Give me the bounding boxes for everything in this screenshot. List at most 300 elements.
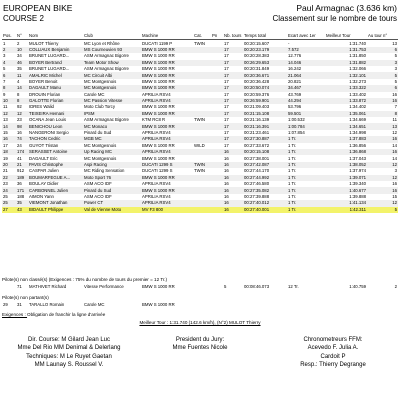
cell-laps: 17 <box>223 123 243 129</box>
cell-name: BRUNET LUGARD... <box>29 53 70 59</box>
cell-total: 00:20:31.849 <box>244 66 270 72</box>
cell-name: BOYER Benoit <box>29 78 58 84</box>
cell-num: 71 <box>17 284 22 290</box>
cell-gap: 43.769 <box>288 91 302 97</box>
cell-laps: 16 <box>223 175 243 181</box>
cell-machine: MV F3 800 <box>141 207 193 213</box>
cell-club: ASM Armagnac Bigorre <box>84 53 129 59</box>
cell-best: 1:39.888 <box>349 193 366 199</box>
cell-best: 1:42.311 <box>325 207 367 213</box>
cell-gap: 1 Tr. <box>288 142 297 148</box>
cell-pos: 25 <box>3 193 8 199</box>
non-classified-title: Pilote(s) non classé(s) (Exigences : 75% du nombre de tours du premier = 12 Tr.) <box>2 277 168 282</box>
cell-laps: 16 <box>224 181 229 187</box>
cell-num: 36 <box>17 181 22 187</box>
cell-name: DROUIN Florian <box>29 91 61 97</box>
cell-num: 8 <box>16 98 28 104</box>
table-row <box>2 40 398 47</box>
course-title: COURSE 2 <box>3 14 44 23</box>
cell-name: DAGAULT Manu <box>28 85 83 91</box>
cell-total: 00:27:46.580 <box>244 181 270 187</box>
cell-lap: 11 <box>392 117 397 123</box>
cell-gap: 12.776 <box>288 53 302 59</box>
cell-best: 1:36.868 <box>325 149 367 155</box>
cell-gap: 12 Tr. <box>288 284 299 290</box>
cell-lap: 12 <box>367 200 398 206</box>
cell-club: ASM ACO IDF <box>84 193 112 199</box>
cell-total: 00:27:40.001 <box>243 207 287 213</box>
cell-lap: 12 <box>392 130 397 136</box>
official-line: Techniques: M Le Ruyet Gaetan <box>26 353 112 360</box>
cell-name: BOULAY Didier <box>29 181 59 187</box>
cell-lap: 15 <box>392 193 397 199</box>
cell-lap: 12 <box>367 175 398 181</box>
cell-name: TARALLO Romain <box>29 302 65 308</box>
cell-cat: TWIN <box>194 40 205 46</box>
cell-club: MC Riding Sensation <box>84 168 125 174</box>
cell-total: 00:27:40.012 <box>243 200 287 206</box>
cell-name: CASPAR Julien <box>29 168 59 174</box>
cell-club: MC Lyon et Rhône <box>84 40 120 46</box>
cell-total: 00:20:15.607 <box>244 40 270 46</box>
cell-best: 1:37.043 <box>349 155 366 161</box>
cell-machine: APRILIA RSV4 <box>141 149 193 155</box>
cell-laps: 17 <box>224 66 229 72</box>
table-row <box>2 302 398 308</box>
officials-right <box>268 336 398 369</box>
official-line: President du Jury: <box>175 337 225 343</box>
table-row <box>2 284 398 290</box>
cell-club: Aspi Racing <box>83 162 141 168</box>
cell-num: 98 <box>16 123 28 129</box>
cell-total: 00:08:46.073 <box>244 284 270 290</box>
cell-gap: 1 Tr. <box>287 136 325 142</box>
cell-laps: 17 <box>223 60 243 66</box>
cell-machine: APRILIA RSV4 <box>142 130 171 136</box>
cell-machine: BMW S 1000 RR <box>141 175 193 181</box>
official-line: Acevedo F. Julia A. <box>307 345 359 352</box>
best-lap-note <box>0 320 400 325</box>
cell-lap: 5 <box>394 78 397 84</box>
cell-num: 41 <box>17 155 22 161</box>
official-line: Dir. Course: M Gilard Jean Luc <box>27 337 111 343</box>
cell-best: 1:31.740 <box>349 40 366 46</box>
requirements-note <box>2 312 105 317</box>
cell-pos: 16 <box>2 136 16 142</box>
cell-total: 00:21:15.108 <box>243 111 287 117</box>
cell-pos: 6 <box>2 72 16 78</box>
cell-pn <box>211 284 223 290</box>
cell-num: 31 <box>17 302 22 308</box>
cell-laps: 17 <box>224 117 229 123</box>
cell-name: MATHIVET Richard <box>29 284 67 290</box>
cell-club: Moto Sport 76 <box>83 175 141 181</box>
cell-total <box>243 302 287 308</box>
cell-gap: 53.796 <box>288 104 302 110</box>
cell-gap: 1 Tr. <box>288 181 297 187</box>
cell-gap: 1 Tr. <box>287 149 325 155</box>
cell-laps: 16 <box>224 193 229 199</box>
column-header: Pn <box>211 33 223 40</box>
cell-best: 1:34.998 <box>349 130 366 136</box>
official-line: Cardoit P <box>320 353 346 360</box>
cell-gap: 1 Tr. <box>288 168 297 174</box>
cell-club: Val de Vienne Moto <box>83 207 141 213</box>
cell-total: 00:26:59.901 <box>243 98 287 104</box>
cell-gap: 59.501 <box>287 111 325 117</box>
cell-best: 1:36.856 <box>349 142 366 148</box>
cell-best: 1:33.402 <box>349 91 366 97</box>
cell-club: ASM Armagnac Bigorre <box>84 66 129 72</box>
official-line: Mme Fuentes Nicole <box>172 345 228 352</box>
cell-club: MC Monaco <box>83 123 141 129</box>
cell-total: 00:20:23.179 <box>243 47 287 53</box>
cell-name: DAGAULT Eric <box>29 155 58 161</box>
cell-total: 00:21:16.391 <box>243 123 287 129</box>
cell-num: 189 <box>16 175 28 181</box>
table-row <box>2 207 398 213</box>
cell-lap: 16 <box>392 181 397 187</box>
cell-lap: 3 <box>394 66 397 72</box>
cell-best: 1:32.101 <box>325 72 367 78</box>
cell-pos: 13 <box>3 117 8 123</box>
cell-num: 11 <box>16 72 28 78</box>
cell-name: TACHON Cedric <box>28 136 83 142</box>
cell-pn <box>211 40 223 47</box>
cell-cat: TWIN <box>194 117 205 123</box>
cell-total: 00:27:44.992 <box>243 175 287 181</box>
cell-pos: 1 <box>3 40 6 46</box>
cell-total: 00:27:38.001 <box>244 155 270 161</box>
cell-name: VIEMONT Jonathan <box>28 200 83 206</box>
cell-lap: 16 <box>367 136 398 142</box>
cell-num: 35 <box>17 66 22 72</box>
cell-lap: 3 <box>367 60 398 66</box>
cell-laps: 16 <box>223 149 243 155</box>
column-header: Temps total <box>243 33 287 40</box>
cell-gap <box>287 302 325 308</box>
circuit-name: Paul Armagnac (3.636 km) <box>296 3 397 13</box>
cell-machine: APRILIA RSV4 <box>141 98 193 104</box>
cell-machine: BMW S 1000 RR <box>141 187 193 193</box>
cell-gap: 1 Tr. <box>287 187 325 193</box>
official-line: Chronometreurs FFM: <box>303 337 363 343</box>
cell-gap: 7.572 <box>287 47 325 53</box>
cell-pos: 8 <box>2 85 16 91</box>
cell-club: ASM ACO IDF <box>84 181 112 187</box>
cell-num: 14 <box>16 85 28 91</box>
cell-machine: BMW S 1000 RR <box>141 72 193 78</box>
requirements-text: Obligation de franchir la ligne d'arrivée <box>27 312 106 317</box>
cell-laps: 17 <box>223 136 243 142</box>
cell-name: GALOTTE Florian <box>28 98 83 104</box>
cell-total: 00:20:15.108 <box>243 149 287 155</box>
cell-machine: APRILIA RSV4 <box>142 91 171 97</box>
column-header: N° <box>16 33 28 40</box>
cell-machine: BMW S 1000 RR <box>141 60 193 66</box>
not-started-title: Pilote(s) non partant(s) <box>2 295 49 300</box>
cell-machine: APRILIA RSV4 <box>142 193 171 199</box>
cell-num: 171 <box>16 187 28 193</box>
results-table <box>2 33 398 213</box>
cell-num: 10 <box>16 47 28 53</box>
cell-gap: 21.064 <box>287 72 325 78</box>
cell-num: 21 <box>16 162 28 168</box>
cell-club: ASM Armagnac Bigorre <box>84 117 129 123</box>
cell-machine: KTM RC8 R <box>142 117 166 123</box>
cell-pos: 21 <box>3 168 8 174</box>
cell-pos: 23 <box>3 181 8 187</box>
cell-machine: BMW S 1000 RR <box>141 85 193 91</box>
cell-total: 00:27:44.170 <box>244 168 270 174</box>
cell-name: BIDAULT Philippe <box>28 207 83 213</box>
cell-laps: 17 <box>224 91 229 97</box>
column-header: Au tour n° <box>367 33 398 40</box>
cell-total: 00:20:28.383 <box>244 53 270 59</box>
cell-num: 4 <box>17 78 20 84</box>
cell-total: 00:21:16.139 <box>244 117 270 123</box>
cell-lap: 13 <box>367 123 398 129</box>
cell-machine: DUCATI 1299 S <box>141 162 193 168</box>
cell-machine: BMW S 1000 RR <box>142 302 175 308</box>
cell-gap: - <box>288 40 290 46</box>
non-classified-table <box>2 284 398 290</box>
cell-pos: 10 <box>2 98 16 104</box>
cell-pos: 12 <box>2 111 16 117</box>
cell-pos: 14 <box>2 123 16 129</box>
column-header: Pos. <box>2 33 16 40</box>
cell-name: TEIXEIRA Hemani <box>28 111 83 117</box>
cell-total: 00:20:36.671 <box>243 72 287 78</box>
cell-laps: 5 <box>224 284 227 290</box>
cell-laps <box>223 302 243 308</box>
cell-pos: 19 <box>3 155 8 161</box>
cell-best: 1:31.753 <box>325 47 367 53</box>
cell-lap: 16 <box>367 149 398 155</box>
officials-middle <box>140 336 260 353</box>
official-line: Resp.: Thierry Degrange <box>300 361 366 368</box>
cell-club: Pinard du Sud <box>83 187 141 193</box>
cell-num: 12 <box>16 111 28 117</box>
cell-name: CARBONNEL Julien <box>28 187 83 193</box>
cell-lap: 3 <box>394 168 397 174</box>
cell-laps: 16 <box>223 207 243 213</box>
cell-gap: 20.821 <box>288 78 302 84</box>
cell-best: 1:32.273 <box>349 78 366 84</box>
cell-lap: 12 <box>367 162 398 168</box>
officials-left <box>4 336 134 369</box>
cell-gap: 1 Tr. <box>287 162 325 168</box>
cell-num: 912 <box>17 168 25 174</box>
cell-name: OCANA Jean Louis <box>29 117 67 123</box>
cell-name: MULOT Thierry <box>29 40 59 46</box>
column-header: Ecart avec 1er <box>287 33 325 40</box>
cell-total: 00:21:23.461 <box>244 130 270 136</box>
cell-pos <box>2 284 16 290</box>
cell-name: BENICHOU Leon <box>28 123 83 129</box>
cell-machine: BMW S 1000 RR <box>141 111 193 117</box>
cell-total: 00:27:35.082 <box>243 187 287 193</box>
column-header: Club <box>83 33 141 40</box>
cell-pos: 25 <box>2 200 16 206</box>
column-header: Nom <box>28 33 83 40</box>
cell-lap: 6 <box>367 85 398 91</box>
cell-laps: 17 <box>224 104 229 110</box>
cell-pn <box>211 207 223 213</box>
cell-name: IDRES Walid <box>29 104 54 110</box>
cell-lap: 14 <box>392 142 397 148</box>
cell-best: 1:33.872 <box>325 98 367 104</box>
cell-laps: 16 <box>224 155 229 161</box>
cell-laps: 17 <box>223 111 243 117</box>
cell-pos: 18 <box>2 149 16 155</box>
cell-name: GUYOT Tristan <box>29 142 59 148</box>
cell-lap <box>367 302 398 308</box>
cell-laps: 17 <box>224 40 229 46</box>
cell-laps: 16 <box>223 200 243 206</box>
cell-cat <box>193 284 211 290</box>
cell-name: BRUNET LUGARD... <box>29 66 70 72</box>
cell-machine: BMW S 1000 RR <box>142 142 175 148</box>
cell-pos: 7 <box>3 78 6 84</box>
cell-laps: 16 <box>223 162 243 168</box>
cell-club: Moto Club Torcy <box>84 104 115 110</box>
cell-gap: 1 Tr. <box>287 175 325 181</box>
cell-pos: 9 <box>3 91 6 97</box>
cell-club: MC Montgesnois <box>84 155 117 161</box>
cell-club: MC Montgesnois <box>83 85 141 91</box>
cell-best: 1:40.759 <box>349 284 366 290</box>
cell-laps: 17 <box>223 98 243 104</box>
cell-machine: DUCATI 1199 P <box>142 40 173 46</box>
cell-laps: 17 <box>224 53 229 59</box>
cell-num: 2 <box>17 40 20 46</box>
cell-cat: WILD <box>194 142 205 148</box>
cell-lap: 8 <box>367 111 398 117</box>
cell-pos: 4 <box>2 60 16 66</box>
cell-pos: 27 <box>2 207 16 213</box>
cell-pos: 2 <box>2 47 16 53</box>
cell-lap: 16 <box>392 91 397 97</box>
cell-name: AMALRIC Michel <box>28 72 83 78</box>
cell-machine: BMW S 1000 RR <box>142 155 175 161</box>
cell-best: 1:39.071 <box>325 175 367 181</box>
cell-laps: 16 <box>223 187 243 193</box>
cell-machine: BMW S 1000 RR <box>142 78 175 84</box>
cell-pos: 17 <box>3 142 8 148</box>
cell-best: 1:33.322 <box>325 85 367 91</box>
cell-total: 00:20:50.074 <box>243 85 287 91</box>
cell-lap: 16 <box>367 98 398 104</box>
cell-total: 00:26:29.653 <box>243 60 287 66</box>
cell-laps: 17 <box>224 78 229 84</box>
cell-cat <box>193 207 211 213</box>
cell-best: 1:31.882 <box>325 60 367 66</box>
cell-lap: 2 <box>394 284 397 290</box>
cell-pn <box>211 302 223 308</box>
not-started-table <box>2 302 398 308</box>
cell-machine: DUCATI 1299 S <box>142 168 173 174</box>
cell-gap: 1 Tr. <box>287 200 325 206</box>
cell-club: MC Passion Vitesse <box>83 98 141 104</box>
best-lap-text: Meilleur Tour : 1:31.740 (142.6 km/h), (N°2) MULOT Thierry <box>139 320 261 325</box>
cell-num: 23 <box>17 117 22 123</box>
cell-club: Vitesse Performance <box>84 284 124 290</box>
cell-lap: 14 <box>392 155 397 161</box>
cell-name: BOYER Bertrand <box>28 60 83 66</box>
cell-best: 1:38.052 <box>325 162 367 168</box>
cell-pos: 22 <box>2 175 16 181</box>
cell-gap: 34.467 <box>287 85 325 91</box>
official-line: Mme Del Rio MM Denimal & Delerlang <box>17 345 121 352</box>
cell-lap: 7 <box>394 104 397 110</box>
cell-club: MC Montgesnois <box>84 78 117 84</box>
cell-gap: 1:00.784 <box>287 123 325 129</box>
cell-num: 92 <box>17 104 22 110</box>
cell-best: 1:37.883 <box>325 136 367 142</box>
cell-num: 24 <box>17 142 22 148</box>
cell-num: 34 <box>17 53 22 59</box>
cell-club: Pinard du Sud <box>84 130 112 136</box>
cell-gap: 1:00.532 <box>288 117 305 123</box>
event-title: EUROPEAN BIKE <box>3 3 73 13</box>
cell-lap: 6 <box>367 47 398 53</box>
cell-gap: 1 Tr. <box>287 207 325 213</box>
cell-num: 16 <box>17 130 22 136</box>
cell-machine: BMW S 1000 RR <box>142 53 175 59</box>
cell-num: 188 <box>17 193 25 199</box>
cell-lap: 13 <box>392 40 397 46</box>
cell-club: MS Courneuvien 93 <box>83 47 141 53</box>
cell-name: COLLIAUX Benjamin <box>28 47 83 53</box>
column-header: Machine <box>141 33 193 40</box>
cell-club: IPSM <box>83 111 141 117</box>
cell-club: MGB MC <box>83 136 141 142</box>
cell-club: Team Motor Show <box>83 60 141 66</box>
cell-total: 00:21:09.403 <box>244 104 270 110</box>
cell-num: 46 <box>16 60 28 66</box>
cell-laps: 17 <box>223 47 243 53</box>
cell-laps: 17 <box>224 142 229 148</box>
cell-num: 74 <box>16 136 28 142</box>
cell-best: 1:31.850 <box>349 53 366 59</box>
cell-total: 00:27:39.888 <box>244 193 270 199</box>
cell-club: MC Montgesnois <box>84 142 117 148</box>
cell-laps: 17 <box>223 85 243 91</box>
cell-pos: 29 <box>3 302 8 308</box>
cell-name: PAVIS Christophe <box>28 162 83 168</box>
cell-lap: 16 <box>367 187 398 193</box>
cell-machine: BMW S 1000 RR <box>142 284 175 290</box>
cell-machine: APRILIA RSV4 <box>141 200 193 206</box>
cell-machine: BMW S 1000 RR <box>141 123 193 129</box>
cell-lap: 5 <box>394 53 397 59</box>
cell-lap: 5 <box>367 207 398 213</box>
cell-total: 00:27:42.087 <box>243 162 287 168</box>
results-header-row <box>2 33 398 40</box>
cell-best: 1:34.669 <box>349 117 366 123</box>
cell-pos: 5 <box>3 66 6 72</box>
classification-title: Classement sur le nombre de tours <box>272 14 397 23</box>
cell-best: 1:39.340 <box>349 181 366 187</box>
cell-name: AIMON Yann <box>29 193 54 199</box>
cell-best: 1:34.651 <box>325 123 367 129</box>
cell-name: BOUMARFEGUE A... <box>28 175 83 181</box>
cell-best: 1:40.677 <box>325 187 367 193</box>
cell-pos: 11 <box>3 104 8 110</box>
cell-best: 1:34.402 <box>349 104 366 110</box>
cell-cat: TWIN <box>194 168 205 174</box>
